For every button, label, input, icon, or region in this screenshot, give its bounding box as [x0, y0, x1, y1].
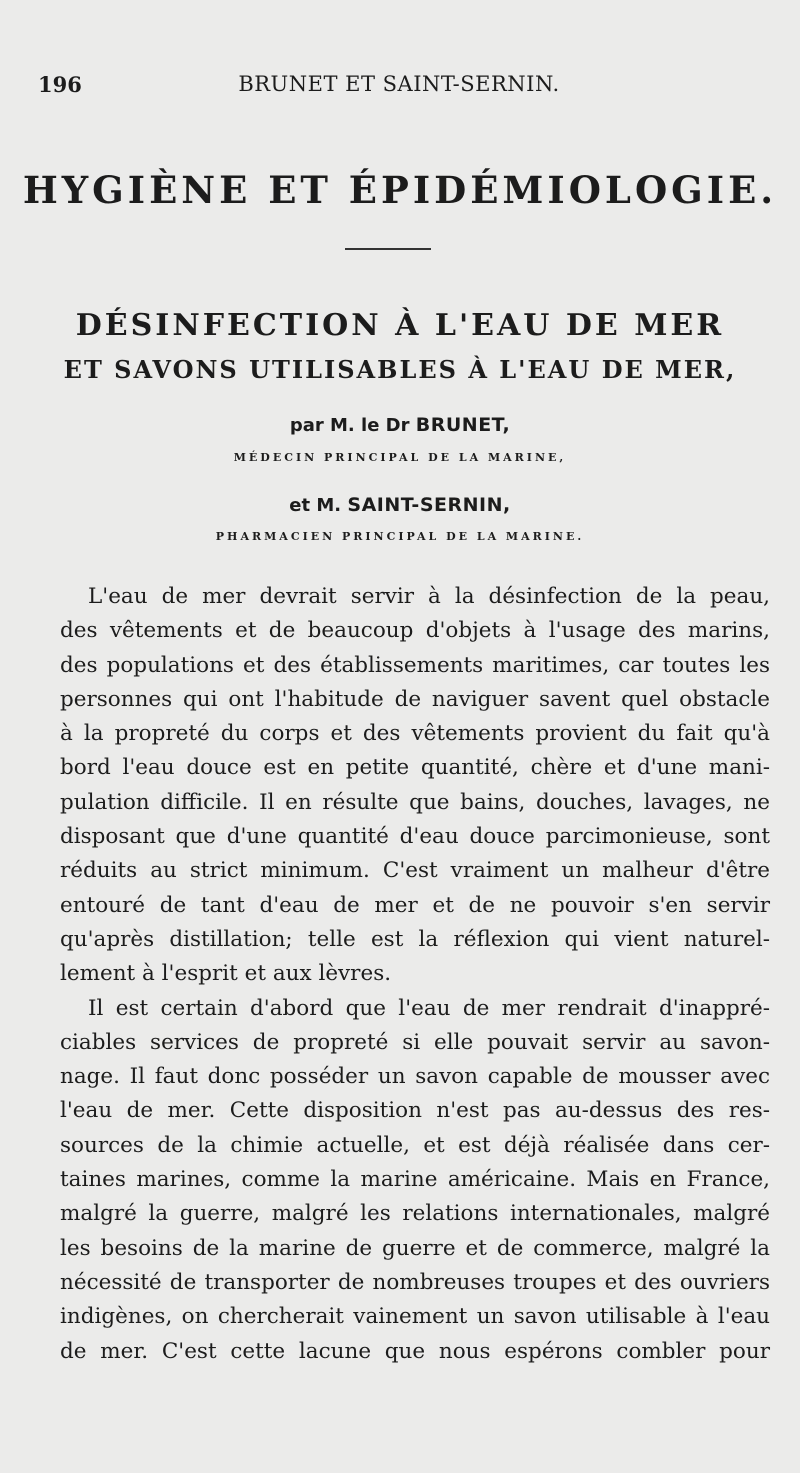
body-line: ciables services de propreté si elle pouvait servir au savon- [60, 1029, 770, 1055]
article-title-line-1: DÉSINFECTION À L'EAU DE MER [75, 308, 725, 343]
author-1-name: BRUNET, [415, 414, 511, 436]
page-number: 196 [38, 72, 82, 97]
body-line: nage. Il faut donc posséder un savon capable de mousser avec [60, 1064, 770, 1090]
author-2-affiliation: PHARMACIEN PRINCIPAL DE LA MARINE. [215, 530, 585, 543]
body-line: de mer. C'est cette lacune que nous espérons combler pour [60, 1338, 770, 1364]
body-line: des populations et des établissements maritimes, car toutes les [60, 652, 770, 678]
author-2-name: SAINT-SERNIN, [347, 494, 511, 516]
body-line: pulation difficile. Il en résulte que bains, douches, lavages, ne [60, 789, 770, 815]
author-2 [0, 494, 800, 516]
author-1-prefix: par M. le Dr [289, 415, 410, 436]
title-rule [345, 248, 431, 250]
running-title: BRUNET ET SAINT-SERNIN. [238, 72, 560, 96]
body-line: disposant que d'une quantité d'eau douce parcimonieuse, sont [60, 824, 770, 850]
body-line: entouré de tant d'eau de mer et de ne pouvoir s'en servir [60, 892, 770, 918]
body-line: bord l'eau douce est en petite quantité, chère et d'une mani- [60, 755, 770, 781]
body-line: indigènes, on chercherait vainement un savon utilisable à l'eau [60, 1304, 770, 1330]
body-line: Il est certain d'abord que l'eau de mer rendrait d'inappré- [88, 995, 770, 1021]
body-line: l'eau de mer. Cette disposition n'est pas au-dessus des res- [60, 1098, 770, 1124]
body-line: malgré la guerre, malgré les relations internationales, malgré [60, 1201, 770, 1227]
author-1 [0, 414, 800, 436]
running-head [38, 72, 760, 102]
body-line: personnes qui ont l'habitude de naviguer savent quel obstacle [60, 686, 770, 712]
body-line: sources de la chimie actuelle, et est déjà réalisée dans cer- [60, 1132, 770, 1158]
body-line: nécessité de transporter de nombreuses troupes et des ouvriers [60, 1269, 770, 1295]
body-line: à la propreté du corps et des vêtements provient du fait qu'à [60, 721, 770, 747]
body-line: des vêtements et de beaucoup d'objets à l'usage des marins, [60, 618, 770, 644]
article-title-line-2: ET SAVONS UTILISABLES À L'EAU DE MER, [63, 355, 737, 384]
body-line: réduits au strict minimum. C'est vraiment un malheur d'être [60, 858, 770, 884]
section-title: HYGIÈNE ET ÉPIDÉMIOLOGIE. [22, 168, 778, 212]
body-line: qu'après distillation; telle est la réflexion qui vient naturel- [60, 926, 770, 952]
body-text [60, 580, 770, 1369]
author-2-prefix: et M. [289, 495, 342, 516]
body-line: les besoins de la marine de guerre et de commerce, malgré la [60, 1235, 770, 1261]
author-1-affiliation: MÉDECIN PRINCIPAL DE LA MARINE, [233, 451, 567, 464]
body-line: L'eau de mer devrait servir à la désinfection de la peau, [88, 584, 770, 609]
body-line: taines marines, comme la marine américaine. Mais en France, [60, 1167, 770, 1193]
body-line: lement à l'esprit et aux lèvres. [60, 961, 392, 987]
